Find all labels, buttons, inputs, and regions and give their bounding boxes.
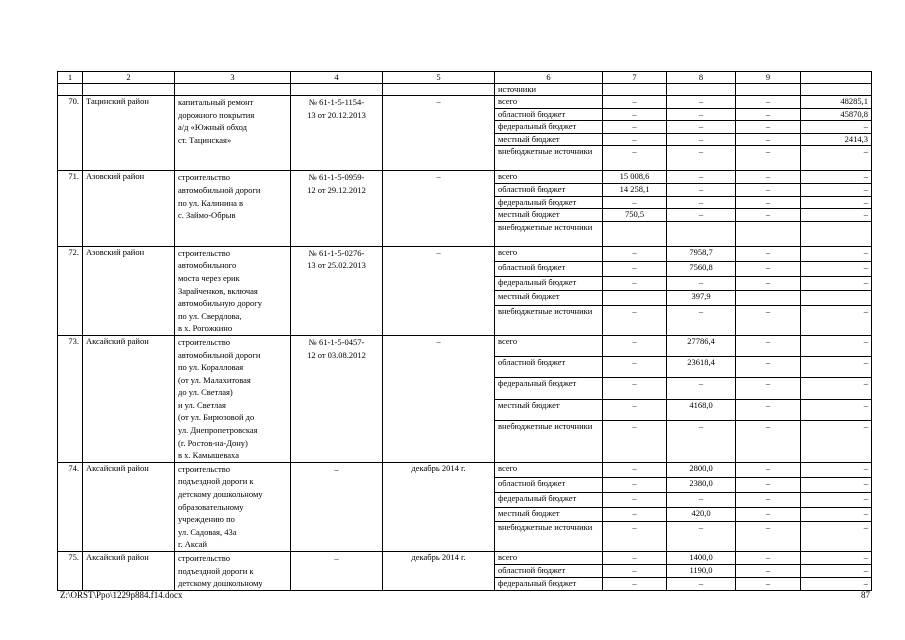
description-cell-line: ул. Днепропетровская xyxy=(178,425,258,436)
description-cell-line: в х. Рогожкино xyxy=(178,323,233,334)
value-cell: – xyxy=(736,133,801,146)
row-number: 72. xyxy=(58,246,83,335)
district-cell: Азовский район xyxy=(83,171,175,246)
description-cell-line: по ул. Свердлова, xyxy=(178,310,242,321)
document-cell xyxy=(291,462,383,551)
value-cell: 397,9 xyxy=(667,291,736,306)
description-cell-line: по ул. Коралловая xyxy=(178,362,244,373)
source-cell: местный бюджет xyxy=(495,209,603,222)
value-cell: – xyxy=(667,276,736,291)
value-cell: – xyxy=(801,209,872,222)
value-cell xyxy=(801,291,872,306)
table-row xyxy=(58,171,872,184)
document-cell-line: 13 от 20.12.2013 xyxy=(307,109,366,120)
source-cell: местный бюджет xyxy=(495,291,603,306)
value-cell: – xyxy=(801,246,872,261)
value-cell: – xyxy=(801,577,872,590)
value-cell: – xyxy=(667,146,736,171)
value-cell: – xyxy=(667,378,736,399)
document-cell xyxy=(291,171,383,246)
document-cell xyxy=(291,246,383,335)
description-cell-line: подъездной дороги к xyxy=(178,565,254,576)
date-cell: декабрь 2014 г. xyxy=(383,462,495,551)
value-cell: – xyxy=(736,552,801,565)
value-cell: 45870,8 xyxy=(801,108,872,121)
value-cell: – xyxy=(667,492,736,507)
district-cell: Тацинский район xyxy=(83,96,175,171)
description-cell-line: автомобильной дороги xyxy=(178,349,261,360)
source-cell: внебюджетные источники xyxy=(495,420,603,462)
value-cell: – xyxy=(667,522,736,552)
description-cell-line: (от ул. Малахитовая xyxy=(178,374,251,385)
value-cell: – xyxy=(736,121,801,134)
value-cell: – xyxy=(603,246,667,261)
source-cell: всего xyxy=(495,552,603,565)
value-cell: – xyxy=(801,171,872,184)
source-cell: областной бюджет xyxy=(495,564,603,577)
value-cell: 1190,0 xyxy=(667,564,736,577)
date-cell: – xyxy=(383,96,495,171)
value-cell: – xyxy=(736,306,801,336)
value-cell: – xyxy=(736,261,801,276)
value-cell: – xyxy=(736,209,801,222)
row-number: 70. xyxy=(58,96,83,171)
district-cell: Аксайский район xyxy=(83,335,175,462)
description-cell-line: а/д «Южный обход xyxy=(178,122,247,133)
value-cell: – xyxy=(736,146,801,171)
source-cell: местный бюджет xyxy=(495,507,603,522)
description-cell-line: детскому дошкольному xyxy=(178,578,263,589)
description-cell-line: до ул. Светлая) xyxy=(178,387,233,398)
value-cell: – xyxy=(603,477,667,492)
value-cell: – xyxy=(736,357,801,378)
value-cell: – xyxy=(603,146,667,171)
value-cell: – xyxy=(736,96,801,109)
value-cell: – xyxy=(736,108,801,121)
source-cell: всего xyxy=(495,171,603,184)
value-cell: – xyxy=(801,462,872,477)
header-cell: 6 xyxy=(495,72,603,84)
value-cell: – xyxy=(801,261,872,276)
value-cell: 2800,0 xyxy=(667,462,736,477)
description-cell-line: дорожного покрытия xyxy=(178,109,255,120)
district-cell: Аксайский район xyxy=(83,462,175,551)
value-cell: 7560,8 xyxy=(667,261,736,276)
value-cell: – xyxy=(667,133,736,146)
row-number: 74. xyxy=(58,462,83,551)
description-cell-line: (от ул. Бирюзовой до xyxy=(178,412,255,423)
description-cell xyxy=(175,335,291,462)
description-cell-line: г. Аксай xyxy=(178,539,208,550)
value-cell: – xyxy=(736,399,801,420)
description-cell-line: подъездной дороги к xyxy=(178,476,254,487)
value-cell: – xyxy=(736,477,801,492)
description-cell-line: ст. Тацинская» xyxy=(178,134,232,145)
document-cell-line: 12 от 03.08.2012 xyxy=(307,349,366,360)
source-cell: областной бюджет xyxy=(495,183,603,196)
value-cell: – xyxy=(801,121,872,134)
source-cell: федеральный бюджет xyxy=(495,577,603,590)
source-cell: местный бюджет xyxy=(495,133,603,146)
source-cell: областной бюджет xyxy=(495,477,603,492)
value-cell: – xyxy=(667,121,736,134)
source-cell: внебюджетные источники xyxy=(495,522,603,552)
table-row xyxy=(58,335,872,356)
header-cell: 8 xyxy=(667,72,736,84)
page-number: 87 xyxy=(861,590,870,600)
value-cell: – xyxy=(603,121,667,134)
value-cell: 2380,0 xyxy=(667,477,736,492)
description-cell-line: ул. Садовая, 43а xyxy=(178,526,237,537)
district-cell: Аксайский район xyxy=(83,552,175,591)
header-cell: 7 xyxy=(603,72,667,84)
value-cell: – xyxy=(736,577,801,590)
description-cell-line: Зарайченков, включая xyxy=(178,285,258,296)
value-cell xyxy=(603,291,667,306)
document-cell-line: – xyxy=(334,463,339,474)
header-row xyxy=(58,72,872,84)
source-cell: всего xyxy=(495,335,603,356)
value-cell: – xyxy=(667,306,736,336)
description-cell-line: строительство xyxy=(178,247,230,258)
source-cell: внебюджетные источники xyxy=(495,306,603,336)
value-cell: – xyxy=(801,522,872,552)
source-cell: федеральный бюджет xyxy=(495,276,603,291)
value-cell: 420,0 xyxy=(667,507,736,522)
description-cell xyxy=(175,96,291,171)
value-cell: – xyxy=(603,378,667,399)
source-cell: внебюджетные источники xyxy=(495,221,603,246)
description-cell xyxy=(175,171,291,246)
header-cell: 9 xyxy=(736,72,801,84)
table-row xyxy=(58,246,872,261)
source-cell: местный бюджет xyxy=(495,399,603,420)
value-cell xyxy=(736,221,801,246)
document-cell-line: № 61-1-5-0457- xyxy=(308,336,365,347)
value-cell: 14 258,1 xyxy=(603,183,667,196)
value-cell: 15 008,6 xyxy=(603,171,667,184)
value-cell: – xyxy=(801,492,872,507)
value-cell: – xyxy=(603,133,667,146)
value-cell: – xyxy=(736,378,801,399)
value-cell: – xyxy=(603,261,667,276)
value-cell: – xyxy=(603,420,667,462)
value-cell: – xyxy=(736,420,801,462)
value-cell: – xyxy=(736,507,801,522)
description-cell-line: строительство xyxy=(178,172,230,183)
value-cell: 2414,3 xyxy=(801,133,872,146)
description-cell-line: с. Займо-Обрыв xyxy=(178,210,236,221)
value-cell: – xyxy=(801,378,872,399)
value-cell: – xyxy=(801,276,872,291)
value-cell: – xyxy=(801,146,872,171)
value-cell: – xyxy=(667,96,736,109)
value-cell: – xyxy=(667,420,736,462)
value-cell: – xyxy=(801,552,872,565)
value-cell: – xyxy=(801,477,872,492)
value-cell: 27786,4 xyxy=(667,335,736,356)
description-cell-line: автомобильной дороги xyxy=(178,184,261,195)
document-cell-line: 13 от 25.02.2013 xyxy=(307,260,366,271)
description-cell-line: (г. Ростов-на-Дону) xyxy=(178,437,248,448)
document-cell-line: – xyxy=(334,553,339,563)
value-cell: – xyxy=(603,96,667,109)
table-row xyxy=(58,96,872,109)
value-cell: – xyxy=(603,276,667,291)
value-cell: – xyxy=(801,399,872,420)
value-cell: – xyxy=(736,522,801,552)
date-cell: декабрь 2014 г. xyxy=(383,552,495,591)
value-cell: – xyxy=(603,306,667,336)
description-cell-line: детскому дошкольному xyxy=(178,489,263,500)
value-cell: 750,5 xyxy=(603,209,667,222)
value-cell: – xyxy=(667,577,736,590)
source-cell: федеральный бюджет xyxy=(495,378,603,399)
description-cell xyxy=(175,552,291,591)
value-cell: – xyxy=(736,276,801,291)
value-cell: 1400,0 xyxy=(667,552,736,565)
value-cell: – xyxy=(603,492,667,507)
value-cell: – xyxy=(736,183,801,196)
value-cell: – xyxy=(667,171,736,184)
value-cell: – xyxy=(736,171,801,184)
document-cell-line: № 61-1-5-1154- xyxy=(308,97,365,107)
description-cell-line: строительство xyxy=(178,463,230,474)
description-cell xyxy=(175,462,291,551)
document-cell-line: 12 от 29.12.2012 xyxy=(307,184,366,195)
value-cell: – xyxy=(736,246,801,261)
value-cell: – xyxy=(603,462,667,477)
source-cell: всего xyxy=(495,246,603,261)
value-cell: – xyxy=(801,564,872,577)
value-cell: 23618,4 xyxy=(667,357,736,378)
value-cell: 48285,1 xyxy=(801,96,872,109)
source-cell: федеральный бюджет xyxy=(495,492,603,507)
source-cell: областной бюджет xyxy=(495,261,603,276)
value-cell: – xyxy=(801,306,872,336)
date-cell: – xyxy=(383,246,495,335)
header-cell: 2 xyxy=(83,72,175,84)
value-cell: – xyxy=(801,507,872,522)
value-cell: – xyxy=(801,183,872,196)
source-cell: внебюджетные источники xyxy=(495,146,603,171)
document-cell-line: № 61-1-5-0276- xyxy=(308,247,365,258)
source-cell: федеральный бюджет xyxy=(495,121,603,134)
document-cell xyxy=(291,335,383,462)
description-cell-line: моста через ерик xyxy=(178,272,240,283)
value-cell xyxy=(603,221,667,246)
value-cell: – xyxy=(603,522,667,552)
footer-path: Z:\ORST\Ppo\1229p884.f14.docx xyxy=(60,590,183,600)
value-cell: – xyxy=(736,335,801,356)
header-cell: 1 xyxy=(58,72,83,84)
description-cell-line: образовательному xyxy=(178,501,244,512)
value-cell: – xyxy=(603,552,667,565)
source-cell: областной бюджет xyxy=(495,108,603,121)
description-cell xyxy=(175,246,291,335)
document-cell xyxy=(291,552,383,591)
description-cell-line: строительство xyxy=(178,553,230,563)
description-cell-line: по ул. Калинина в xyxy=(178,197,244,208)
value-cell: – xyxy=(667,209,736,222)
description-cell-line: автомобильного xyxy=(178,260,237,271)
value-cell: – xyxy=(603,564,667,577)
description-cell-line: в х. Камышеваха xyxy=(178,450,239,461)
description-cell-line: учреждению по xyxy=(178,514,235,525)
description-cell-line: автомобильную дорогу xyxy=(178,298,262,309)
document-cell xyxy=(291,96,383,171)
value-cell: – xyxy=(603,335,667,356)
table-row xyxy=(58,462,872,477)
value-cell: – xyxy=(801,357,872,378)
value-cell: – xyxy=(801,335,872,356)
description-cell-line: строительство xyxy=(178,336,230,347)
value-cell: – xyxy=(736,492,801,507)
table-row xyxy=(58,552,872,565)
header-cell xyxy=(801,72,872,84)
description-cell-line: и ул. Светлая xyxy=(178,399,226,410)
value-cell: – xyxy=(667,196,736,209)
source-cell: областной бюджет xyxy=(495,357,603,378)
value-cell: – xyxy=(603,108,667,121)
date-cell: – xyxy=(383,171,495,246)
value-cell: – xyxy=(736,462,801,477)
value-cell: – xyxy=(603,577,667,590)
value-cell: – xyxy=(667,108,736,121)
source-cell: федеральный бюджет xyxy=(495,196,603,209)
value-cell: – xyxy=(603,196,667,209)
header-cell: 4 xyxy=(291,72,383,84)
row-number: 71. xyxy=(58,171,83,246)
header-cell: 5 xyxy=(383,72,495,84)
value-cell: – xyxy=(603,399,667,420)
value-cell: – xyxy=(801,196,872,209)
value-cell xyxy=(801,221,872,246)
value-cell xyxy=(736,291,801,306)
value-cell: 4168,0 xyxy=(667,399,736,420)
value-cell: – xyxy=(736,196,801,209)
document-cell-line: № 61-1-5-0959- xyxy=(308,172,365,183)
source-cell: всего xyxy=(495,96,603,109)
district-cell: Азовский район xyxy=(83,246,175,335)
value-cell: – xyxy=(736,564,801,577)
date-cell: – xyxy=(383,335,495,462)
data-table xyxy=(57,71,872,591)
row-number: 75. xyxy=(58,552,83,591)
value-cell: 7958,7 xyxy=(667,246,736,261)
description-cell-line: капитальный ремонт xyxy=(178,97,254,107)
value-cell xyxy=(667,221,736,246)
source-cell: всего xyxy=(495,462,603,477)
value-cell: – xyxy=(603,507,667,522)
carry-label: источники xyxy=(495,84,603,96)
value-cell: – xyxy=(603,357,667,378)
header-cell: 3 xyxy=(175,72,291,84)
row-number: 73. xyxy=(58,335,83,462)
value-cell: – xyxy=(667,183,736,196)
carry-row xyxy=(58,84,872,96)
value-cell: – xyxy=(801,420,872,462)
